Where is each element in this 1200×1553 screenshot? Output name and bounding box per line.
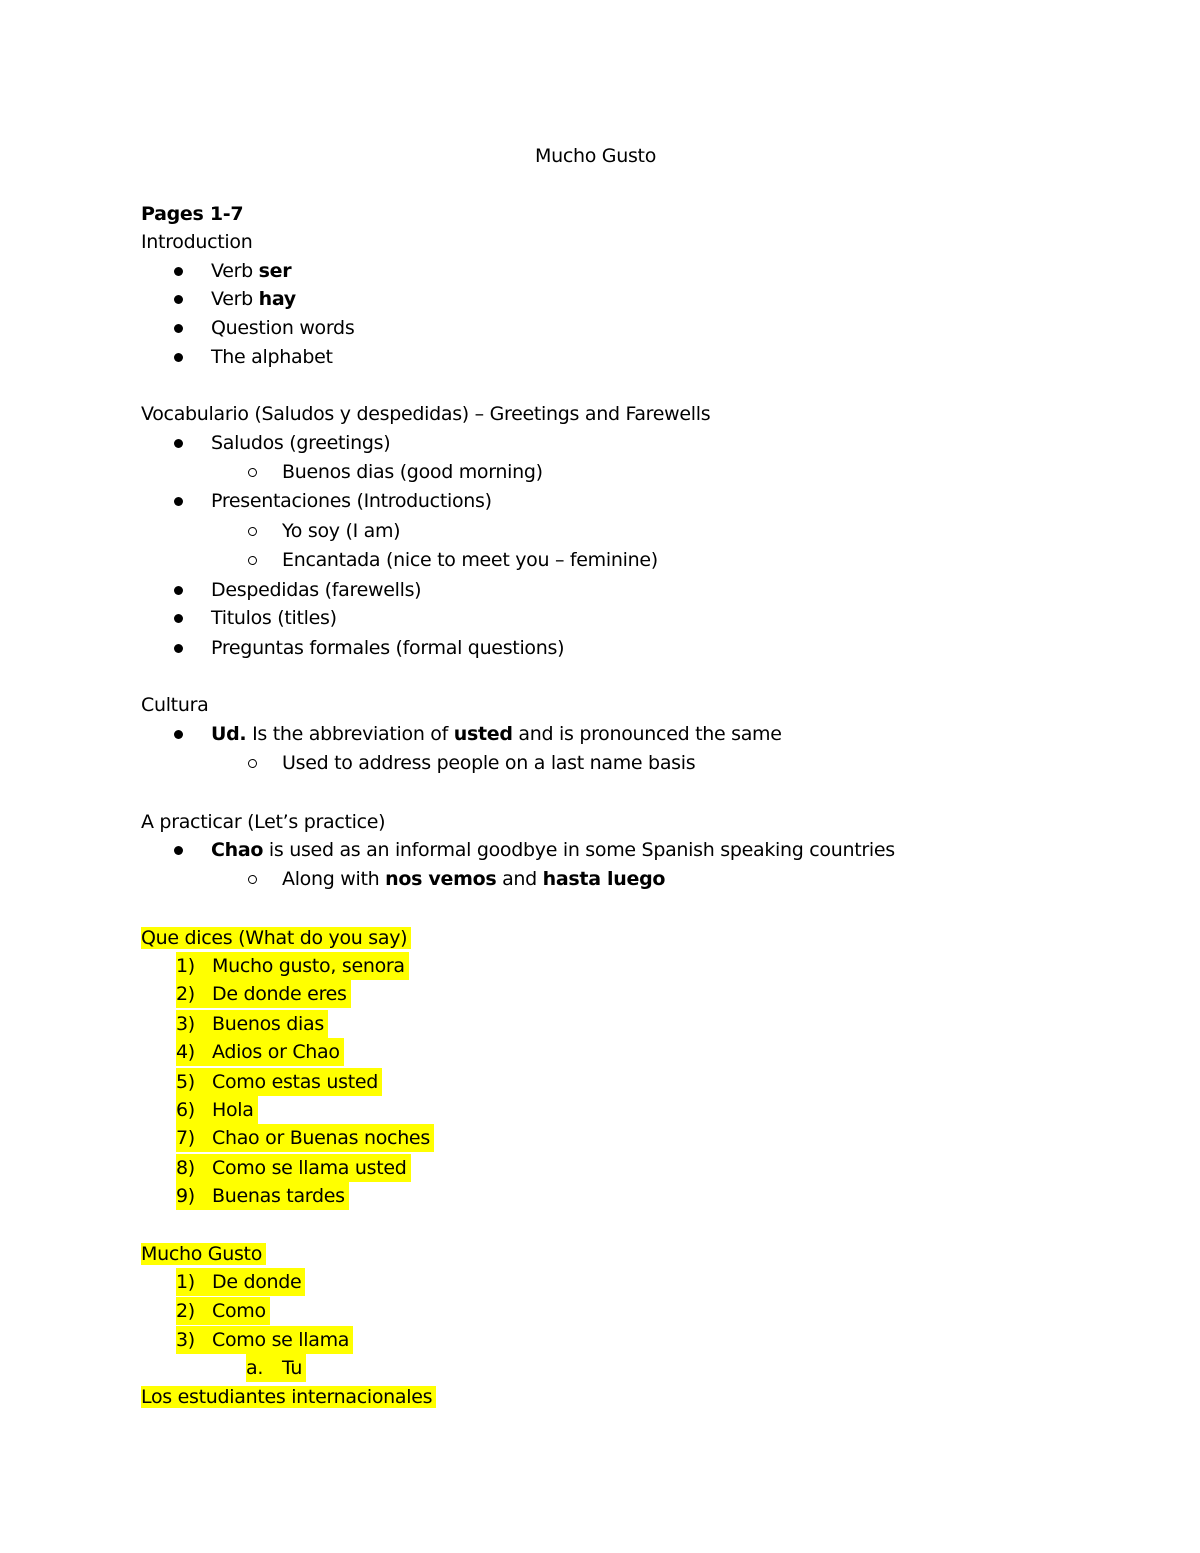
que-dices-heading <box>141 924 411 952</box>
item-number: 9) <box>176 1185 195 1207</box>
bullet-icon <box>174 439 183 448</box>
mucho-gusto-heading <box>141 1240 266 1268</box>
bold-term: hay <box>258 288 296 310</box>
numbered-item <box>176 952 409 980</box>
list-item-verb-ser <box>211 257 291 285</box>
vocabulario-heading: Vocabulario (Saludos y despedidas) – Greetings and Farewells <box>141 403 711 425</box>
item-text: Buenas tardes <box>212 1185 345 1207</box>
item-text: Mucho gusto, senora <box>212 955 405 977</box>
item-text: Adios or Chao <box>212 1041 340 1063</box>
practicar-heading: A practicar (Let’s practice) <box>141 811 386 833</box>
list-item-chao <box>211 836 895 864</box>
introduction-heading: Introduction <box>141 231 253 253</box>
list-item-titulos: Titulos (titles) <box>211 607 337 629</box>
document-title: Mucho Gusto <box>535 145 657 167</box>
bold-term: ser <box>258 260 292 282</box>
bullet-icon <box>174 324 183 333</box>
numbered-item <box>176 1068 382 1096</box>
item-text: Hola <box>212 1099 254 1121</box>
bullet-icon <box>174 730 183 739</box>
item-text: De donde eres <box>212 983 347 1005</box>
list-item-verb-hay <box>211 285 296 313</box>
list-item-text: Question words <box>211 317 355 339</box>
list-item-text: is used as an informal goodbye in some Spanish speaking countries <box>263 839 895 861</box>
item-text: Como estas usted <box>212 1071 379 1093</box>
circle-bullet-icon <box>248 759 257 768</box>
numbered-item <box>176 1010 328 1038</box>
item-number: 3) <box>176 1013 195 1035</box>
list-item-despedidas: Despedidas (farewells) <box>211 579 422 601</box>
circle-bullet-icon <box>248 556 257 565</box>
pages-label: Pages 1-7 <box>141 203 244 225</box>
list-item-saludos: Saludos (greetings) <box>211 432 391 454</box>
item-number: 4) <box>176 1041 195 1063</box>
bold-term: nos vemos <box>385 868 497 890</box>
bullet-icon <box>174 846 183 855</box>
sub-item-buenos-dias: Buenos dias (good morning) <box>282 461 543 483</box>
list-item-ud <box>211 720 782 748</box>
circle-bullet-icon <box>248 468 257 477</box>
sub-item-encantada: Encantada (nice to meet you – feminine) <box>282 549 658 571</box>
numbered-item <box>176 1154 411 1182</box>
item-number: 8) <box>176 1157 195 1179</box>
sub-item-along-with <box>282 865 665 893</box>
numbered-item <box>176 1124 434 1152</box>
highlighted-text: Mucho Gusto <box>141 1243 266 1265</box>
item-number: 1) <box>176 955 195 977</box>
numbered-item <box>176 1096 258 1124</box>
numbered-item <box>176 1297 270 1325</box>
numbered-item <box>176 1268 305 1296</box>
list-item-text: Verb <box>211 260 259 282</box>
list-item-presentaciones: Presentaciones (Introductions) <box>211 490 492 512</box>
bullet-icon <box>174 497 183 506</box>
estudiantes-heading <box>141 1383 436 1411</box>
cultura-heading: Cultura <box>141 694 209 716</box>
item-letter: a. <box>246 1357 264 1379</box>
lettered-sub-item <box>246 1354 306 1382</box>
sub-item-yo-soy: Yo soy (I am) <box>282 520 401 542</box>
item-text: Como <box>212 1300 266 1322</box>
bullet-icon <box>174 295 183 304</box>
bullet-icon <box>174 644 183 653</box>
bold-term: Ud. <box>211 723 247 745</box>
item-number: 1) <box>176 1271 195 1293</box>
numbered-item <box>176 1182 349 1210</box>
item-number: 2) <box>176 1300 195 1322</box>
bold-term: usted <box>453 723 513 745</box>
list-item-text: The alphabet <box>211 346 333 368</box>
list-item-text: Along with <box>282 868 386 890</box>
item-text: Como se llama <box>212 1329 350 1351</box>
item-number: 2) <box>176 983 195 1005</box>
bold-term: Chao <box>211 839 264 861</box>
bullet-icon <box>174 267 183 276</box>
list-item-text: and <box>496 868 543 890</box>
item-number: 3) <box>176 1329 195 1351</box>
list-item-text: Verb <box>211 288 259 310</box>
item-text: Como se llama usted <box>212 1157 407 1179</box>
list-item-question-words <box>211 314 354 342</box>
item-text: Buenos dias <box>212 1013 324 1035</box>
bullet-icon <box>174 353 183 362</box>
bullet-icon <box>174 586 183 595</box>
list-item-text: and is pronounced the same <box>512 723 782 745</box>
item-number: 5) <box>176 1071 195 1093</box>
bold-term: hasta luego <box>542 868 666 890</box>
list-item-text: Is the abbreviation of <box>246 723 454 745</box>
item-text: De donde <box>212 1271 302 1293</box>
circle-bullet-icon <box>248 875 257 884</box>
list-item-preguntas: Preguntas formales (formal questions) <box>211 637 565 659</box>
numbered-item <box>176 980 351 1008</box>
numbered-item <box>176 1326 353 1354</box>
circle-bullet-icon <box>248 527 257 536</box>
item-number: 7) <box>176 1127 195 1149</box>
numbered-item <box>176 1038 344 1066</box>
list-item-alphabet <box>211 343 333 371</box>
item-number: 6) <box>176 1099 195 1121</box>
bullet-icon <box>174 614 183 623</box>
highlighted-text: Los estudiantes internacionales <box>141 1386 436 1408</box>
item-text: Chao or Buenas noches <box>212 1127 430 1149</box>
item-text: Tu <box>282 1357 303 1379</box>
highlighted-text: Que dices (What do you say) <box>141 927 411 949</box>
sub-item-last-name: Used to address people on a last name basis <box>282 752 696 774</box>
